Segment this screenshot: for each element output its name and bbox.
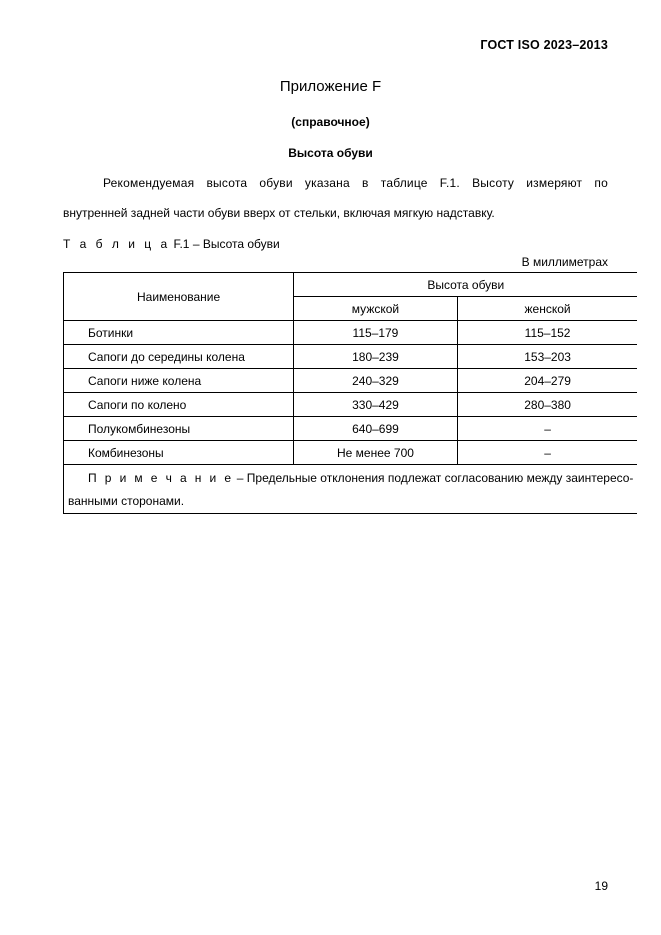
table-row	[64, 345, 638, 369]
table-row	[64, 441, 638, 465]
paragraph-line-1: Рекомендуемая высота обуви указана в таблице F.1. Высоту измеряют по	[103, 176, 608, 190]
row-male: Не менее 700	[294, 441, 458, 465]
row-male: 640–699	[294, 417, 458, 441]
row-female: 115–152	[457, 321, 637, 345]
section-title: Высота обуви	[288, 146, 373, 160]
table-row	[64, 369, 638, 393]
row-name: Сапоги по колено	[64, 393, 294, 417]
table-caption-text: F.1 – Высота обуви	[170, 237, 280, 251]
table-row	[64, 417, 638, 441]
appendix-title: Приложение F	[279, 78, 382, 95]
table-caption-label: Т а б л и ц а	[63, 237, 171, 251]
row-female: 204–279	[457, 369, 637, 393]
row-male: 330–429	[294, 393, 458, 417]
row-female: 153–203	[457, 345, 637, 369]
header-name: Наименование	[64, 273, 294, 321]
table-note-row	[64, 465, 638, 514]
row-female: –	[457, 441, 637, 465]
row-name: Сапоги до середины колена	[64, 345, 294, 369]
row-male: 115–179	[294, 321, 458, 345]
note-text-1: – Предельные отклонения подлежат согласованию между заинтересо-	[233, 471, 634, 485]
page-number: 19	[594, 879, 608, 893]
header-female: женской	[457, 297, 637, 321]
row-female: 280–380	[457, 393, 637, 417]
row-male: 180–239	[294, 345, 458, 369]
table-header-row	[64, 273, 638, 297]
table-caption	[63, 237, 280, 251]
row-name: Сапоги ниже колена	[64, 369, 294, 393]
row-female: –	[457, 417, 637, 441]
header-height: Высота обуви	[294, 273, 638, 297]
shoe-height-table	[63, 272, 637, 514]
table-row	[64, 321, 638, 345]
standard-designation: ГОСТ ISO 2023–2013	[480, 38, 608, 52]
note-line-1	[68, 467, 633, 490]
note-label: П р и м е ч а н и е	[88, 471, 234, 485]
table-row	[64, 393, 638, 417]
row-name: Комбинезоны	[64, 441, 294, 465]
table-note	[64, 465, 638, 514]
header-male: мужской	[294, 297, 458, 321]
paragraph-line-2: внутренней задней части обуви вверх от стельки, включая мягкую надставку.	[63, 206, 495, 220]
table-units: В миллиметрах	[521, 255, 608, 269]
note-text-2: ванными сторонами.	[68, 494, 185, 508]
row-name: Ботинки	[64, 321, 294, 345]
appendix-status: (справочное)	[291, 115, 370, 129]
row-name: Полукомбинезоны	[64, 417, 294, 441]
row-male: 240–329	[294, 369, 458, 393]
